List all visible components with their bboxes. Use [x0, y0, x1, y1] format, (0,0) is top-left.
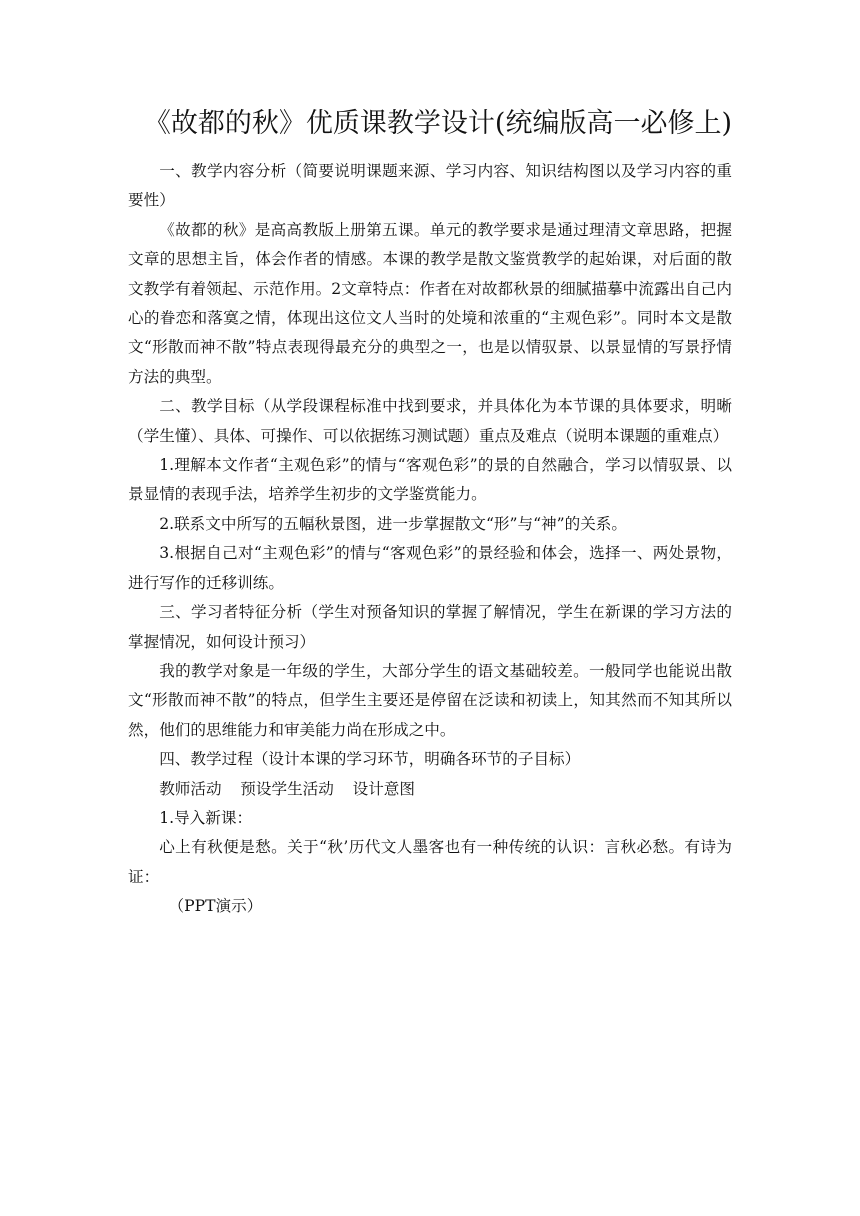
intro-text: 心上有秋便是愁。关于“秋’历代文人墨客也有一种传统的认识：言秋必愁。有诗为证：: [128, 838, 732, 886]
section-1-heading: 一、教学内容分析（简要说明课题来源、学习内容、知识结构图以及学习内容的重要性）: [128, 162, 732, 210]
objective-2: 2.联系文中所写的五幅秋景图，进一步掌握散文“形”与“神”的关系。: [159, 514, 627, 533]
section-1-body: 《故都的秋》是高高教版上册第五课。单元的教学要求是通过理清文章思路，把握文章的思想主旨，体会作者的情感。本课的教学是散文鉴赏教学的起始课，对后面的散文教学有着领起、示范作用。2文章特点：作者在对故都秋景的细腻描摹中流露出自己内心的眷恋和落寞之情，体现出这位文人当时的处境和浓重的“主观色彩”。同时本文是散文“形散而神不散”特点表现得最充分的典型之一，也是以情驭景、以景显情的写景抒情方法的典型。: [128, 220, 732, 386]
section-3-body: 我的教学对象是一年级的学生，大部分学生的语文基础较差。一般同学也能说出散文“形散而神不散”的特点，但学生主要还是停留在泛读和初读上，知其然而不知其所以然，他们的思维能力和审美能力尚在形成之中。: [128, 661, 732, 739]
section-2-heading: 二、教学目标（从学段课程标准中找到要求，并具体化为本节课的具体要求，明晰（学生懂）、具体、可操作、可以依据练习测试题）重点及难点（说明本课题的重难点）: [128, 397, 732, 445]
ppt-note: （PPT演示）: [168, 897, 263, 916]
column-student-activity: 预设学生活动: [240, 779, 334, 798]
objective-1: 1.理解本文作者“主观色彩”的情与“客观色彩”的景的自然融合，学习以情驭景、以景显情的表现手法，培养学生初步的文学鉴赏能力。: [128, 456, 732, 504]
document-title: 《故都的秋》优质课教学设计(统编版高一必修上): [143, 108, 732, 139]
document-page: [128, 100, 732, 922]
column-design-intent: 设计意图: [352, 779, 415, 798]
objective-3: 3.根据自己对“主观色彩”的情与“客观色彩”的景经验和体会，选择一、两处景物，进行写作的迁移训练。: [128, 544, 732, 592]
step-1-heading: 1.导入新课：: [159, 808, 253, 827]
section-3-heading: 三、学习者特征分析（学生对预备知识的掌握了解情况，学生在新课的学习方法的掌握情况，如何设计预习）: [128, 603, 732, 651]
activity-columns: [128, 775, 732, 804]
column-teacher-activity: 教师活动: [159, 779, 222, 798]
section-4-heading: 四、教学过程（设计本课的学习环节，明确各环节的子目标）: [159, 750, 581, 769]
